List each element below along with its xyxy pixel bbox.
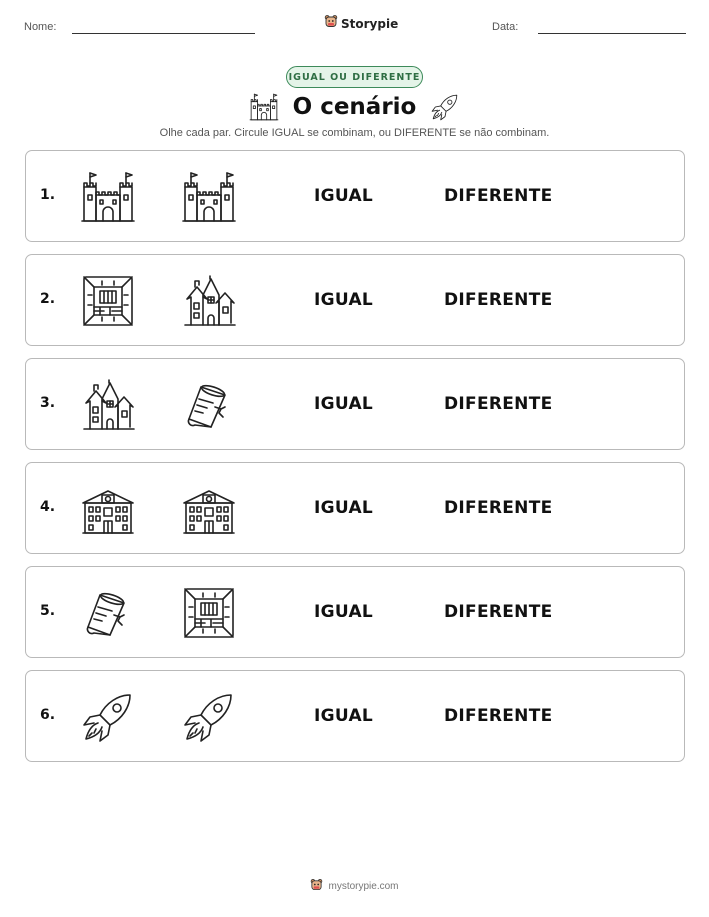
school-building-icon (181, 481, 237, 537)
option-same[interactable]: IGUAL (314, 186, 374, 206)
question-number: 1. (40, 187, 56, 203)
option-different[interactable]: DIFERENTE (444, 498, 553, 518)
castle-icon (249, 92, 279, 122)
question-row (25, 566, 685, 658)
option-different[interactable]: DIFERENTE (444, 602, 553, 622)
category-badge: IGUAL OU DIFERENTE (286, 66, 423, 88)
school-building-icon (80, 481, 136, 537)
date-field[interactable] (538, 33, 686, 34)
option-different[interactable]: DIFERENTE (444, 186, 553, 206)
haunted-house-icon (181, 273, 237, 329)
footer-url: mystorypie.com (328, 880, 399, 892)
worksheet-header (22, 14, 687, 38)
title-row (0, 90, 709, 124)
question-number: 3. (40, 395, 56, 411)
storypie-mascot-icon (310, 878, 323, 894)
storypie-mascot-icon (324, 14, 338, 33)
brand-logo (324, 14, 398, 33)
scroll-icon (181, 377, 237, 433)
page-title: O cenário (292, 94, 417, 120)
option-different[interactable]: DIFERENTE (444, 290, 553, 310)
date-label: Data: (492, 21, 519, 33)
rocket-icon (181, 689, 237, 745)
question-row (25, 254, 685, 346)
footer (0, 878, 709, 894)
dungeon-icon (80, 273, 136, 329)
castle-icon (181, 169, 237, 225)
haunted-house-icon (80, 377, 136, 433)
rocket-icon (430, 92, 460, 122)
name-field[interactable] (72, 33, 255, 34)
option-same[interactable]: IGUAL (314, 394, 374, 414)
question-number: 6. (40, 707, 56, 723)
option-different[interactable]: DIFERENTE (444, 394, 553, 414)
option-same[interactable]: IGUAL (314, 706, 374, 726)
question-row (25, 150, 685, 242)
castle-icon (80, 169, 136, 225)
question-row (25, 670, 685, 762)
question-number: 2. (40, 291, 56, 307)
question-row (25, 462, 685, 554)
scroll-icon (80, 585, 136, 641)
option-same[interactable]: IGUAL (314, 498, 374, 518)
question-row (25, 358, 685, 450)
dungeon-icon (181, 585, 237, 641)
brand-name: Storypie (341, 16, 399, 31)
rocket-icon (80, 689, 136, 745)
option-different[interactable]: DIFERENTE (444, 706, 553, 726)
instructions: Olhe cada par. Circule IGUAL se combinam, ou DIFERENTE se não combinam. (159, 127, 550, 139)
option-same[interactable]: IGUAL (314, 290, 374, 310)
question-number: 4. (40, 499, 56, 515)
question-number: 5. (40, 603, 56, 619)
name-label: Nome: (24, 21, 57, 33)
option-same[interactable]: IGUAL (314, 602, 374, 622)
